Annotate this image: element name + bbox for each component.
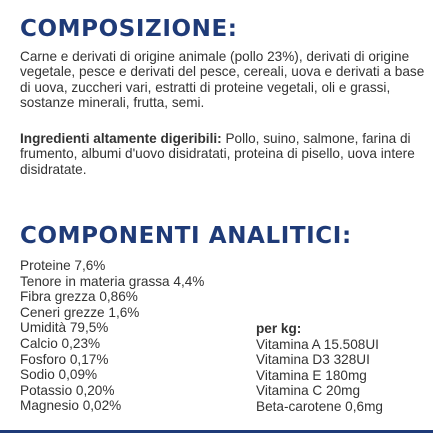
vitamina-a: Vitamina A 15.508UI xyxy=(256,336,379,352)
vitamina-c: Vitamina C 20mg xyxy=(256,383,361,399)
componenti-analitici-heading: COMPONENTI ANALITICI: xyxy=(20,223,352,249)
componenti-analitici-list xyxy=(20,258,204,414)
analitico-umidita: Umidità 79,5% xyxy=(20,320,109,336)
analitico-proteine: Proteine 7,6% xyxy=(20,258,106,273)
per-kg-label: per kg: xyxy=(256,321,302,336)
ingredienti-digeribili xyxy=(20,131,428,177)
analitico-sodio: Sodio 0,09% xyxy=(20,367,98,383)
vitamina-d3: Vitamina D3 328UI xyxy=(256,352,370,368)
analitico-fosforo: Fosforo 0,17% xyxy=(20,351,109,367)
analitico-ceneri: Ceneri grezze 1,6% xyxy=(20,304,140,320)
analitico-potassio: Potassio 0,20% xyxy=(20,382,115,398)
analitico-magnesio: Magnesio 0,02% xyxy=(20,398,122,414)
analitico-grassi: Tenore in materia grassa 4,4% xyxy=(20,273,205,289)
vitamina-e: Vitamina E 180mg xyxy=(256,367,367,383)
analitico-fibra: Fibra grezza 0,86% xyxy=(20,289,138,305)
analitico-calcio: Calcio 0,23% xyxy=(20,335,101,351)
vitamine-list xyxy=(256,321,383,415)
ingredienti-digeribili-label: Ingredienti altamente digeribili: xyxy=(20,131,222,146)
beta-carotene: Beta-carotene 0,6mg xyxy=(256,398,383,414)
composizione-text: Carne e derivati di origine animale (pollo 23%), derivati di origine vegetale, pesce e derivati del pesce, cereali, uova e derivati a base di uova, zuccheri vari, estratti di proteine vegetali, oli e grassi, sostanze minerali, frutta, semi. xyxy=(20,49,425,111)
ingredienti-digeribili-text: Pollo, suino, salmone, farina di frumento, albumi d'uovo disidratati, proteina di pisello, uova intere disidratate. xyxy=(20,131,415,177)
composizione-heading: COMPOSIZIONE: xyxy=(20,16,238,42)
